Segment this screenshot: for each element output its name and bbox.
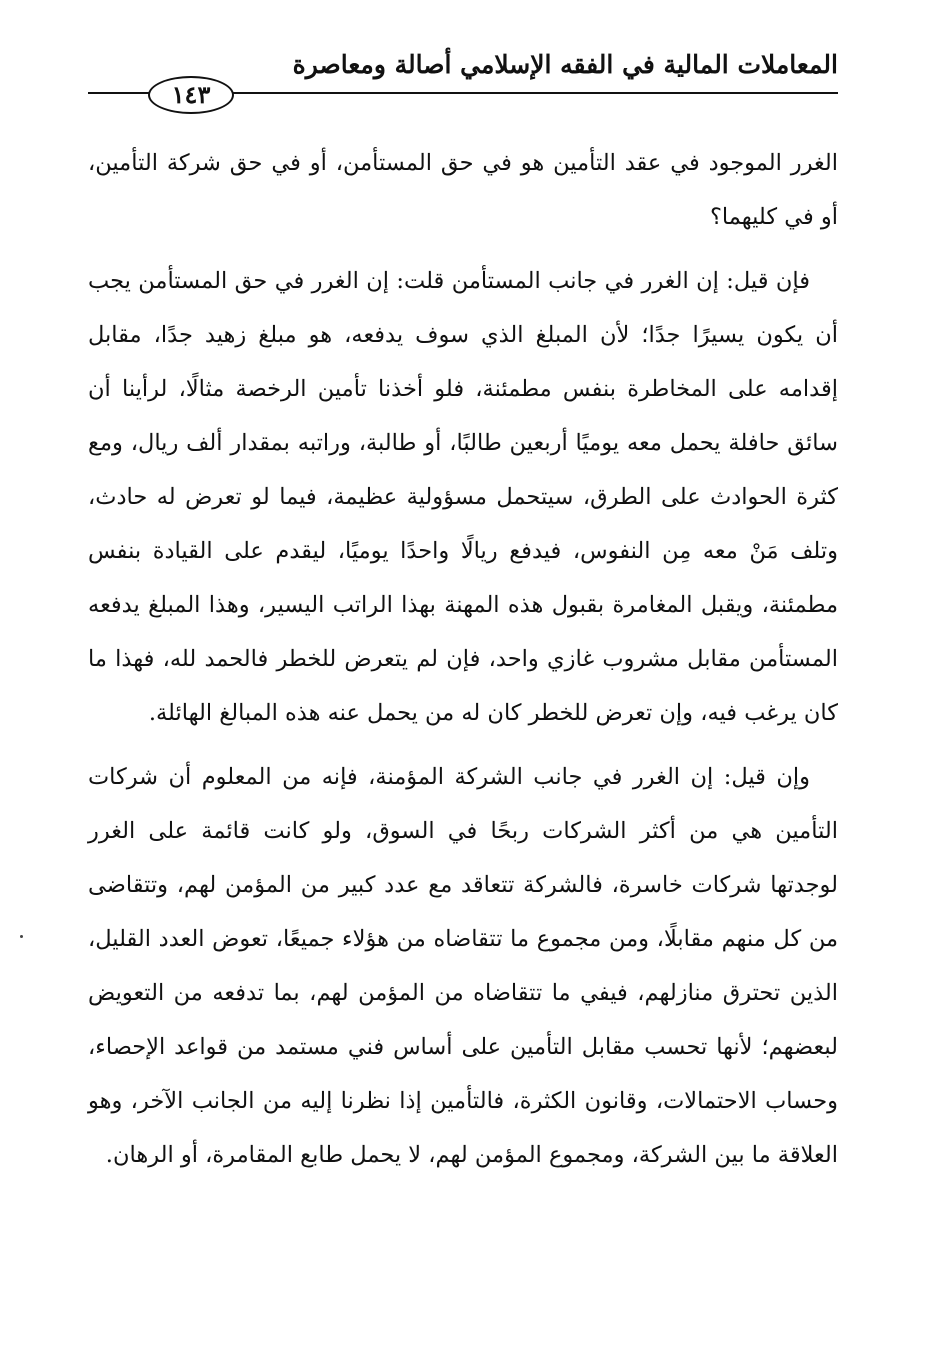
page-header: [88, 50, 838, 110]
paragraph-2: فإن قيل: إن الغرر في جانب المستأمن قلت: إن الغرر في حق المستأمن يجب أن يكون يسيرًا جدًا؛ لأن المبلغ الذي سوف يدفعه، هو مبلغ زهيد جدًا، مقابل إقدامه على المخاطرة بنفس مطمئنة، فلو أخذنا تأمين الرخصة مثالًا، لرأينا أن سائق حافلة يحمل معه يوميًا أربعين طالبًا، أو طالبة، وراتبه بمقدار ألف ريال، ومع كثرة الحوادث على الطرق، سيتحمل مسؤولية عظيمة، فيما لو تعرض له حادث، وتلف مَنْ معه مِن النفوس، فيدفع ريالًا واحدًا يوميًا، ليقدم على القيادة بنفس مطمئنة، ويقبل المغامرة بقبول هذه المهنة بهذا الراتب اليسير، وهذا المبلغ يدفعه المستأمن مقابل مشروب غازي واحد، فإن لم يتعرض للخطر فالحمد لله، فهذا ما كان يرغب فيه، وإن تعرض للخطر كان له من يحمل عنه هذه المبالغ الهائلة.: [88, 268, 838, 726]
paragraph-3: وإن قيل: إن الغرر في جانب الشركة المؤمنة، فإنه من المعلوم أن شركات التأمين هي من أكثر الشركات ربحًا في السوق، ولو كانت قائمة على الغرر لوجدتها شركات خاسرة، فالشركة تتعاقد مع عدد كبير من المؤمن لهم، وتتقاضى من كل منهم مقابلًا، ومن مجموع ما تتقاضاه من هؤلاء جميعًا، تعوض العدد القليل، الذين تحترق منازلهم، فيفي ما تتقاضاه من المؤمن لهم، بما تدفعه من التعويض لبعضهم؛ لأنها تحسب مقابل التأمين على أساس فني مستمد من قواعد الإحصاء، وحساب الاحتمالات، وقانون الكثرة، فالتأمين إذا نظرنا إليه من الجانب الآخر، وهو العلاقة ما بين الشركة، ومجموع المؤمن لهم، لا يحمل طابع المقامرة، أو الرهان.: [88, 764, 838, 1168]
page-number: ١٤٣: [148, 76, 234, 114]
running-title: المعاملات المالية في الفقه الإسلامي أصالة ومعاصرة: [292, 50, 838, 79]
scan-speck: [20, 935, 23, 938]
body-text: [88, 136, 838, 1182]
paragraph-1: الغرر الموجود في عقد التأمين هو في حق المستأمن، أو في حق شركة التأمين، أو في كليهما؟: [88, 150, 838, 230]
